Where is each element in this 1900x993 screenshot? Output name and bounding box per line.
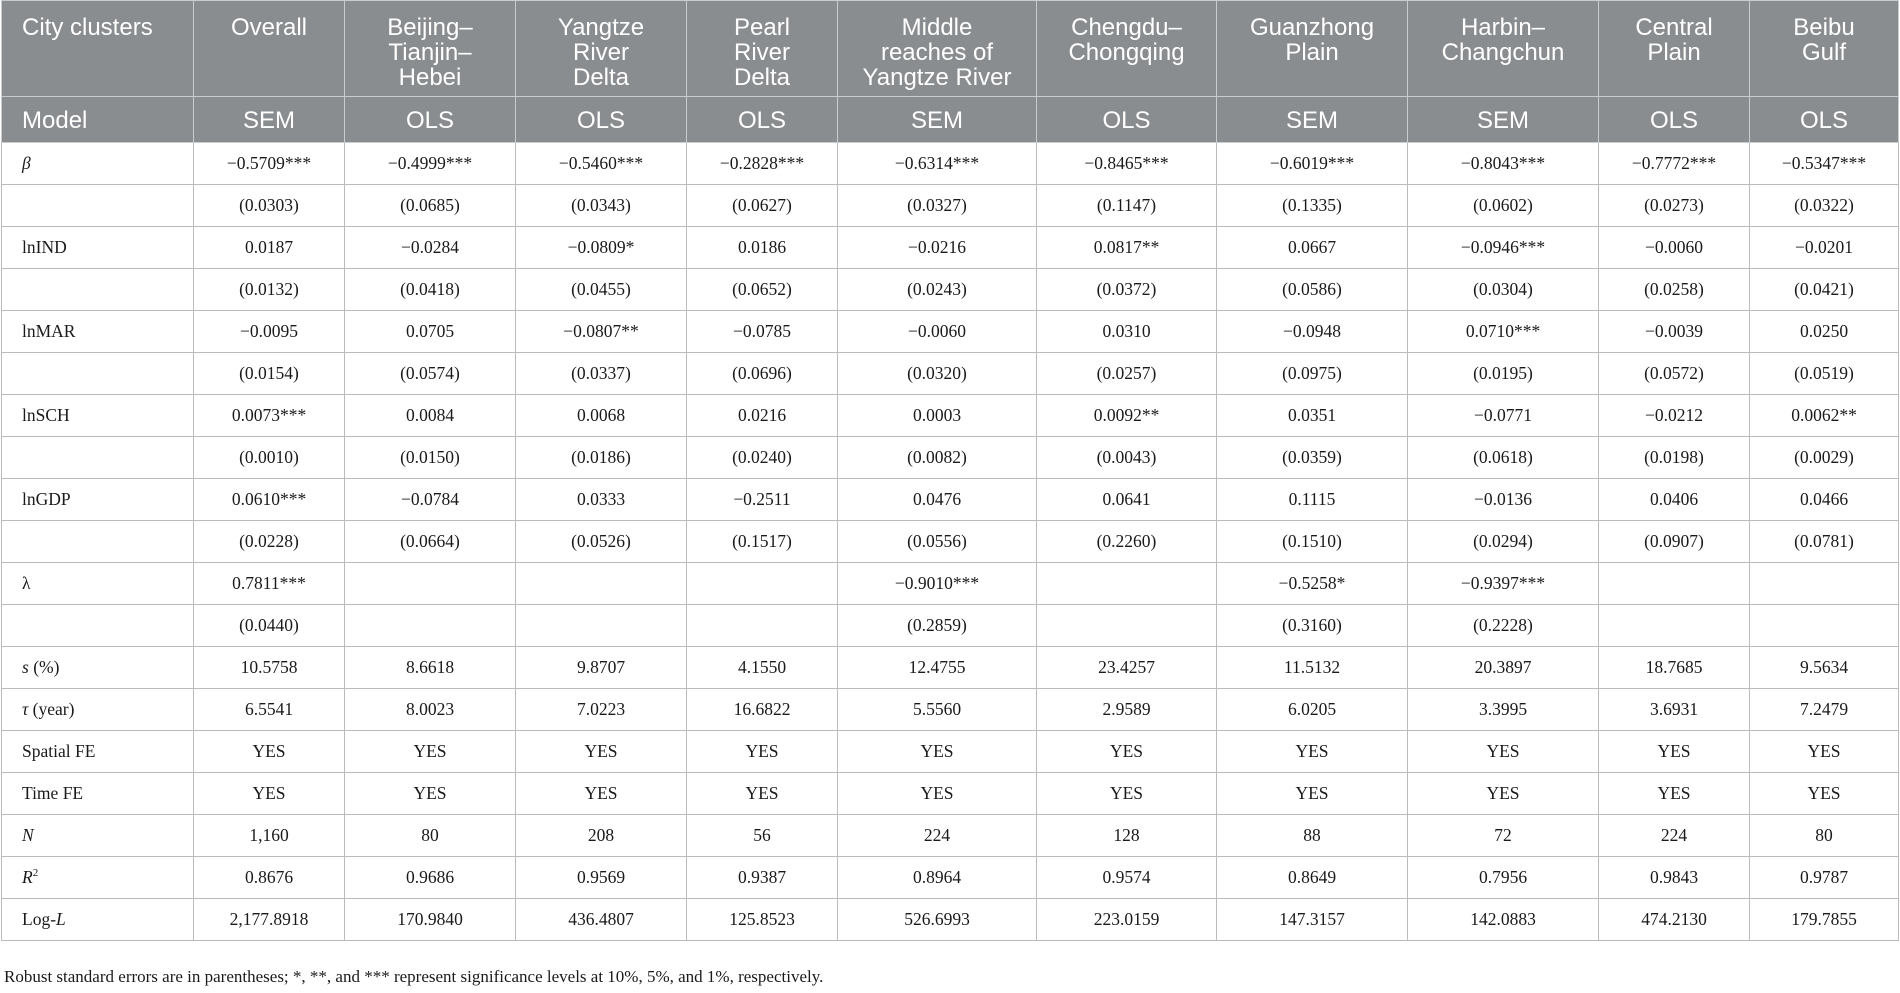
table-cell: (0.3160)	[1217, 605, 1408, 647]
row-label-italic-part: L	[56, 909, 66, 929]
header-cluster-line: Delta	[572, 64, 630, 91]
table-cell: 0.9574	[1037, 857, 1217, 899]
table-cell: (0.1147)	[1037, 185, 1217, 227]
table-cell: (0.0664)	[345, 521, 516, 563]
table-cell: (0.0273)	[1599, 185, 1750, 227]
table-cell: −0.5347***	[1750, 143, 1899, 185]
table-cell: (0.0327)	[838, 185, 1037, 227]
header-model: OLS	[1599, 97, 1750, 143]
table-cell: 80	[1750, 815, 1899, 857]
table-cell: (0.0526)	[516, 521, 687, 563]
table-cell: 0.0641	[1037, 479, 1217, 521]
header-model: OLS	[1750, 97, 1899, 143]
header-cluster	[516, 1, 687, 97]
header-cluster-line: Guanzhong	[1249, 14, 1375, 41]
table-cell: 4.1550	[687, 647, 838, 689]
table-cell: 80	[345, 815, 516, 857]
row-label	[2, 311, 194, 353]
table-cell: 9.8707	[516, 647, 687, 689]
header-model: OLS	[345, 97, 516, 143]
header-model: OLS	[516, 97, 687, 143]
table-cell: 436.4807	[516, 899, 687, 941]
table-cell	[516, 563, 687, 605]
table-cell: 0.0817**	[1037, 227, 1217, 269]
row-label	[2, 185, 194, 227]
row-label	[2, 815, 194, 857]
header-cluster-line: Pearl	[733, 14, 791, 41]
table-cell: 0.0216	[687, 395, 838, 437]
table-cell: YES	[838, 731, 1037, 773]
table-cell: −0.0946***	[1408, 227, 1599, 269]
header-model-label: Model	[2, 97, 194, 143]
header-cluster-line: Middle	[901, 14, 973, 41]
table-row	[2, 269, 1899, 311]
table-cell: 0.0466	[1750, 479, 1899, 521]
row-label	[2, 479, 194, 521]
table-cell: (0.0243)	[838, 269, 1037, 311]
table-cell	[1750, 605, 1899, 647]
table-row	[2, 605, 1899, 647]
header-cluster	[1750, 1, 1899, 97]
table-cell: −0.0212	[1599, 395, 1750, 437]
table-cell: 0.0705	[345, 311, 516, 353]
row-label	[2, 143, 194, 185]
table-cell: 8.0023	[345, 689, 516, 731]
table-row	[2, 731, 1899, 773]
table-cell: −0.0785	[687, 311, 838, 353]
header-cluster	[1599, 1, 1750, 97]
table-cell: (0.0322)	[1750, 185, 1899, 227]
header-cluster	[1037, 1, 1217, 97]
header-model: OLS	[687, 97, 838, 143]
table-cell: 0.7811***	[194, 563, 345, 605]
header-model: OLS	[1037, 97, 1217, 143]
row-label-text: Spatial FE	[22, 741, 96, 761]
table-row	[2, 311, 1899, 353]
table-cell: −0.5258*	[1217, 563, 1408, 605]
table-cell: 7.0223	[516, 689, 687, 731]
row-label-superscript: 2	[32, 867, 39, 880]
table-cell: (0.0258)	[1599, 269, 1750, 311]
header-cluster-line: Beijing–	[387, 14, 473, 41]
table-cell: 72	[1408, 815, 1599, 857]
regression-results-table	[1, 0, 1899, 941]
row-label	[2, 269, 194, 311]
table-cell: YES	[194, 731, 345, 773]
table-cell: (0.0572)	[1599, 353, 1750, 395]
table-cell: (0.0240)	[687, 437, 838, 479]
table-cell: −0.8043***	[1408, 143, 1599, 185]
header-cluster	[1217, 1, 1408, 97]
header-cluster-line: Overall	[230, 14, 308, 41]
header-cluster-line: Tianjin–	[388, 39, 472, 66]
row-label-text: N	[22, 825, 34, 845]
table-cell: 0.0406	[1599, 479, 1750, 521]
header-model: SEM	[838, 97, 1037, 143]
table-cell: 16.6822	[687, 689, 838, 731]
table-cell: (0.0195)	[1408, 353, 1599, 395]
table-cell: 3.3995	[1408, 689, 1599, 731]
table-row	[2, 185, 1899, 227]
table-cell: −0.0060	[1599, 227, 1750, 269]
header-cluster-line: Beibu	[1793, 14, 1855, 41]
row-label-text: Log-	[22, 909, 57, 929]
header-cluster-line: Changchun	[1441, 39, 1565, 66]
table-cell: YES	[1408, 773, 1599, 815]
row-label-suffix: (year)	[28, 699, 75, 719]
row-label-text: λ	[22, 573, 31, 593]
header-cluster-line: Delta	[733, 64, 791, 91]
table-cell: 0.9686	[345, 857, 516, 899]
table-row	[2, 815, 1899, 857]
row-label	[2, 647, 194, 689]
row-label	[2, 521, 194, 563]
table-cell: YES	[1750, 731, 1899, 773]
table-cell	[1037, 563, 1217, 605]
table-cell: 0.8649	[1217, 857, 1408, 899]
table-cell: 0.1115	[1217, 479, 1408, 521]
table-cell: 12.4755	[838, 647, 1037, 689]
table-cell: 125.8523	[687, 899, 838, 941]
table-cell: (0.0519)	[1750, 353, 1899, 395]
table-cell: 0.0073***	[194, 395, 345, 437]
header-cluster-line: Harbin–	[1460, 14, 1546, 41]
table-cell: 0.9787	[1750, 857, 1899, 899]
header-model: SEM	[1217, 97, 1408, 143]
row-label-text: lnSCH	[22, 405, 70, 425]
header-city-clusters-label: City clusters	[2, 1, 194, 97]
table-cell: −0.5709***	[194, 143, 345, 185]
table-cell: (0.0010)	[194, 437, 345, 479]
table-cell: (0.2260)	[1037, 521, 1217, 563]
row-label	[2, 899, 194, 941]
table-cell: 0.8676	[194, 857, 345, 899]
row-label-text: τ	[22, 699, 29, 719]
table-cell: 474.2130	[1599, 899, 1750, 941]
table-cell: 10.5758	[194, 647, 345, 689]
table-cell	[687, 605, 838, 647]
table-footnote: Robust standard errors are in parentheses; *, **, and *** represent significance levels at 10%, 5%, and 1%, respectively.	[4, 967, 824, 986]
table-cell: (0.0303)	[194, 185, 345, 227]
table-cell: 20.3897	[1408, 647, 1599, 689]
table-cell: 526.6993	[838, 899, 1037, 941]
table-cell: −0.0201	[1750, 227, 1899, 269]
header-cluster-line: Central	[1635, 14, 1713, 41]
table-cell: 6.0205	[1217, 689, 1408, 731]
table-cell: 147.3157	[1217, 899, 1408, 941]
row-label-text: lnMAR	[22, 321, 76, 341]
row-label-text: β	[22, 153, 31, 173]
table-cell: YES	[194, 773, 345, 815]
table-cell: −0.0807**	[516, 311, 687, 353]
table-cell: −0.0216	[838, 227, 1037, 269]
table-cell: 0.8964	[838, 857, 1037, 899]
table-cell: 3.6931	[1599, 689, 1750, 731]
table-cell: (0.0975)	[1217, 353, 1408, 395]
table-cell: −0.2828***	[687, 143, 838, 185]
table-cell: (0.0029)	[1750, 437, 1899, 479]
table-cell	[1750, 563, 1899, 605]
table-cell: 0.9387	[687, 857, 838, 899]
row-label-text: R	[22, 867, 33, 887]
table-cell: 0.0084	[345, 395, 516, 437]
table-body	[2, 143, 1899, 941]
table-cell: YES	[687, 773, 838, 815]
table-cell: YES	[687, 731, 838, 773]
row-label-suffix: (%)	[28, 657, 60, 677]
table-cell: (0.0418)	[345, 269, 516, 311]
table-cell: (0.2859)	[838, 605, 1037, 647]
table-cell: YES	[1408, 731, 1599, 773]
table-cell: YES	[516, 773, 687, 815]
table-cell: 0.9843	[1599, 857, 1750, 899]
table-cell: −0.2511	[687, 479, 838, 521]
table-row	[2, 395, 1899, 437]
table-cell: (0.0421)	[1750, 269, 1899, 311]
table-cell: (0.0618)	[1408, 437, 1599, 479]
table-cell: 18.7685	[1599, 647, 1750, 689]
table-cell: YES	[1599, 773, 1750, 815]
row-label	[2, 563, 194, 605]
table-cell: 0.0333	[516, 479, 687, 521]
row-label	[2, 353, 194, 395]
table-cell	[516, 605, 687, 647]
header-row-model	[2, 97, 1899, 143]
table-cell: (0.0907)	[1599, 521, 1750, 563]
table-cell: YES	[1037, 731, 1217, 773]
table-cell: 9.5634	[1750, 647, 1899, 689]
table-cell: YES	[345, 773, 516, 815]
table-cell: −0.0784	[345, 479, 516, 521]
table-cell: (0.0198)	[1599, 437, 1750, 479]
table-row	[2, 479, 1899, 521]
table-cell: −0.6314***	[838, 143, 1037, 185]
table-cell: 8.6618	[345, 647, 516, 689]
table-cell: (0.0186)	[516, 437, 687, 479]
table-cell: −0.0809*	[516, 227, 687, 269]
table-cell: 223.0159	[1037, 899, 1217, 941]
row-label	[2, 437, 194, 479]
header-cluster-line: Yangtze	[557, 14, 645, 41]
row-label	[2, 227, 194, 269]
table-row	[2, 647, 1899, 689]
table-row	[2, 857, 1899, 899]
table-row	[2, 437, 1899, 479]
header-cluster-line: River	[733, 39, 790, 66]
table-cell: 2.9589	[1037, 689, 1217, 731]
header-cluster-line: Chongqing	[1068, 39, 1185, 66]
header-row-city-clusters	[2, 1, 1899, 97]
table-cell: (0.0257)	[1037, 353, 1217, 395]
table-cell: −0.9010***	[838, 563, 1037, 605]
header-cluster	[687, 1, 838, 97]
table-cell: −0.6019***	[1217, 143, 1408, 185]
table-cell: 0.0092**	[1037, 395, 1217, 437]
table-cell: 224	[1599, 815, 1750, 857]
table-cell: (0.1510)	[1217, 521, 1408, 563]
row-label	[2, 605, 194, 647]
table-cell: −0.0060	[838, 311, 1037, 353]
table-cell: 0.0710***	[1408, 311, 1599, 353]
table-cell: (0.0696)	[687, 353, 838, 395]
table-cell: 11.5132	[1217, 647, 1408, 689]
table-cell: 128	[1037, 815, 1217, 857]
table-cell: −0.0039	[1599, 311, 1750, 353]
header-model: SEM	[194, 97, 345, 143]
table-cell: −0.8465***	[1037, 143, 1217, 185]
table-cell	[1037, 605, 1217, 647]
table-cell: −0.9397***	[1408, 563, 1599, 605]
table-cell: −0.0095	[194, 311, 345, 353]
table-cell: 0.0068	[516, 395, 687, 437]
table-row	[2, 353, 1899, 395]
table-cell: 0.9569	[516, 857, 687, 899]
table-cell: 1,160	[194, 815, 345, 857]
table-cell: 6.5541	[194, 689, 345, 731]
row-label	[2, 395, 194, 437]
header-cluster-line: Plain	[1285, 39, 1339, 66]
table-cell: (0.0556)	[838, 521, 1037, 563]
table-cell: (0.1517)	[687, 521, 838, 563]
table-cell: 179.7855	[1750, 899, 1899, 941]
table-cell: 0.7956	[1408, 857, 1599, 899]
table-cell	[1599, 605, 1750, 647]
table-cell: 5.5560	[838, 689, 1037, 731]
table-cell: YES	[1037, 773, 1217, 815]
table-cell: 208	[516, 815, 687, 857]
table-cell: (0.0294)	[1408, 521, 1599, 563]
row-label	[2, 773, 194, 815]
table-cell: 0.0186	[687, 227, 838, 269]
row-label-text: s	[22, 657, 29, 677]
table-cell: 0.0250	[1750, 311, 1899, 353]
table-cell: 170.9840	[345, 899, 516, 941]
table-cell: −0.0771	[1408, 395, 1599, 437]
table-cell: 0.0062**	[1750, 395, 1899, 437]
table-cell: (0.0586)	[1217, 269, 1408, 311]
table-cell: 56	[687, 815, 838, 857]
table-cell: 0.0351	[1217, 395, 1408, 437]
table-cell: (0.0372)	[1037, 269, 1217, 311]
row-label	[2, 731, 194, 773]
table-cell: YES	[516, 731, 687, 773]
table-cell: (0.0154)	[194, 353, 345, 395]
header-cluster-line: Gulf	[1801, 39, 1846, 66]
table-cell: 0.0187	[194, 227, 345, 269]
table-cell	[345, 605, 516, 647]
table-cell: −0.0948	[1217, 311, 1408, 353]
table-cell: (0.0304)	[1408, 269, 1599, 311]
table-cell: YES	[1599, 731, 1750, 773]
table-cell: (0.0574)	[345, 353, 516, 395]
header-model: SEM	[1408, 97, 1599, 143]
table-cell: (0.0781)	[1750, 521, 1899, 563]
table-cell: (0.0337)	[516, 353, 687, 395]
table-cell: 0.0310	[1037, 311, 1217, 353]
header-cluster	[838, 1, 1037, 97]
header-cluster-line: reaches of	[880, 39, 994, 66]
table-row	[2, 689, 1899, 731]
table-cell: (0.0150)	[345, 437, 516, 479]
table-cell: (0.0043)	[1037, 437, 1217, 479]
table-cell: 2,177.8918	[194, 899, 345, 941]
table-cell: (0.1335)	[1217, 185, 1408, 227]
table-cell: 224	[838, 815, 1037, 857]
table-cell: YES	[345, 731, 516, 773]
header-cluster	[345, 1, 516, 97]
table-row	[2, 899, 1899, 941]
table-cell: YES	[1217, 731, 1408, 773]
table-cell: (0.0082)	[838, 437, 1037, 479]
table-cell: −0.0136	[1408, 479, 1599, 521]
table-cell: 0.0003	[838, 395, 1037, 437]
table-row	[2, 773, 1899, 815]
table-cell: (0.0320)	[838, 353, 1037, 395]
table-cell: (0.0652)	[687, 269, 838, 311]
table-cell: 0.0610***	[194, 479, 345, 521]
row-label	[2, 857, 194, 899]
table-row	[2, 521, 1899, 563]
header-cluster-line: Hebei	[398, 64, 462, 91]
table-row	[2, 143, 1899, 185]
table-cell	[1599, 563, 1750, 605]
table-cell: (0.0228)	[194, 521, 345, 563]
table-cell: (0.2228)	[1408, 605, 1599, 647]
header-cluster-line: Yangtze River	[862, 64, 1012, 91]
table-cell: 88	[1217, 815, 1408, 857]
header-cluster-line: Chengdu–	[1071, 14, 1182, 41]
table-cell: (0.0343)	[516, 185, 687, 227]
header-cluster-line: River	[572, 39, 629, 66]
table-cell: −0.4999***	[345, 143, 516, 185]
header-cluster	[1408, 1, 1599, 97]
table-cell	[687, 563, 838, 605]
table-cell: (0.0455)	[516, 269, 687, 311]
row-label-text: lnIND	[22, 237, 67, 257]
table-cell: (0.0132)	[194, 269, 345, 311]
table-cell: (0.0627)	[687, 185, 838, 227]
table-row	[2, 563, 1899, 605]
table-cell: 142.0883	[1408, 899, 1599, 941]
header-cluster-line: Plain	[1647, 39, 1701, 66]
table-cell: (0.0359)	[1217, 437, 1408, 479]
table-cell: 7.2479	[1750, 689, 1899, 731]
row-label-text: Time FE	[22, 783, 84, 803]
table-cell: −0.5460***	[516, 143, 687, 185]
table-cell	[345, 563, 516, 605]
table-cell: (0.0602)	[1408, 185, 1599, 227]
table-cell: −0.0284	[345, 227, 516, 269]
table-cell: 0.0476	[838, 479, 1037, 521]
table-cell: 23.4257	[1037, 647, 1217, 689]
row-label	[2, 689, 194, 731]
table-cell: YES	[838, 773, 1037, 815]
table-cell: 0.0667	[1217, 227, 1408, 269]
table-cell: YES	[1750, 773, 1899, 815]
table-cell: (0.0685)	[345, 185, 516, 227]
table-cell: −0.7772***	[1599, 143, 1750, 185]
table-row	[2, 227, 1899, 269]
table-cell: (0.0440)	[194, 605, 345, 647]
table-cell: YES	[1217, 773, 1408, 815]
row-label-text: lnGDP	[22, 489, 71, 509]
header-cluster	[194, 1, 345, 97]
